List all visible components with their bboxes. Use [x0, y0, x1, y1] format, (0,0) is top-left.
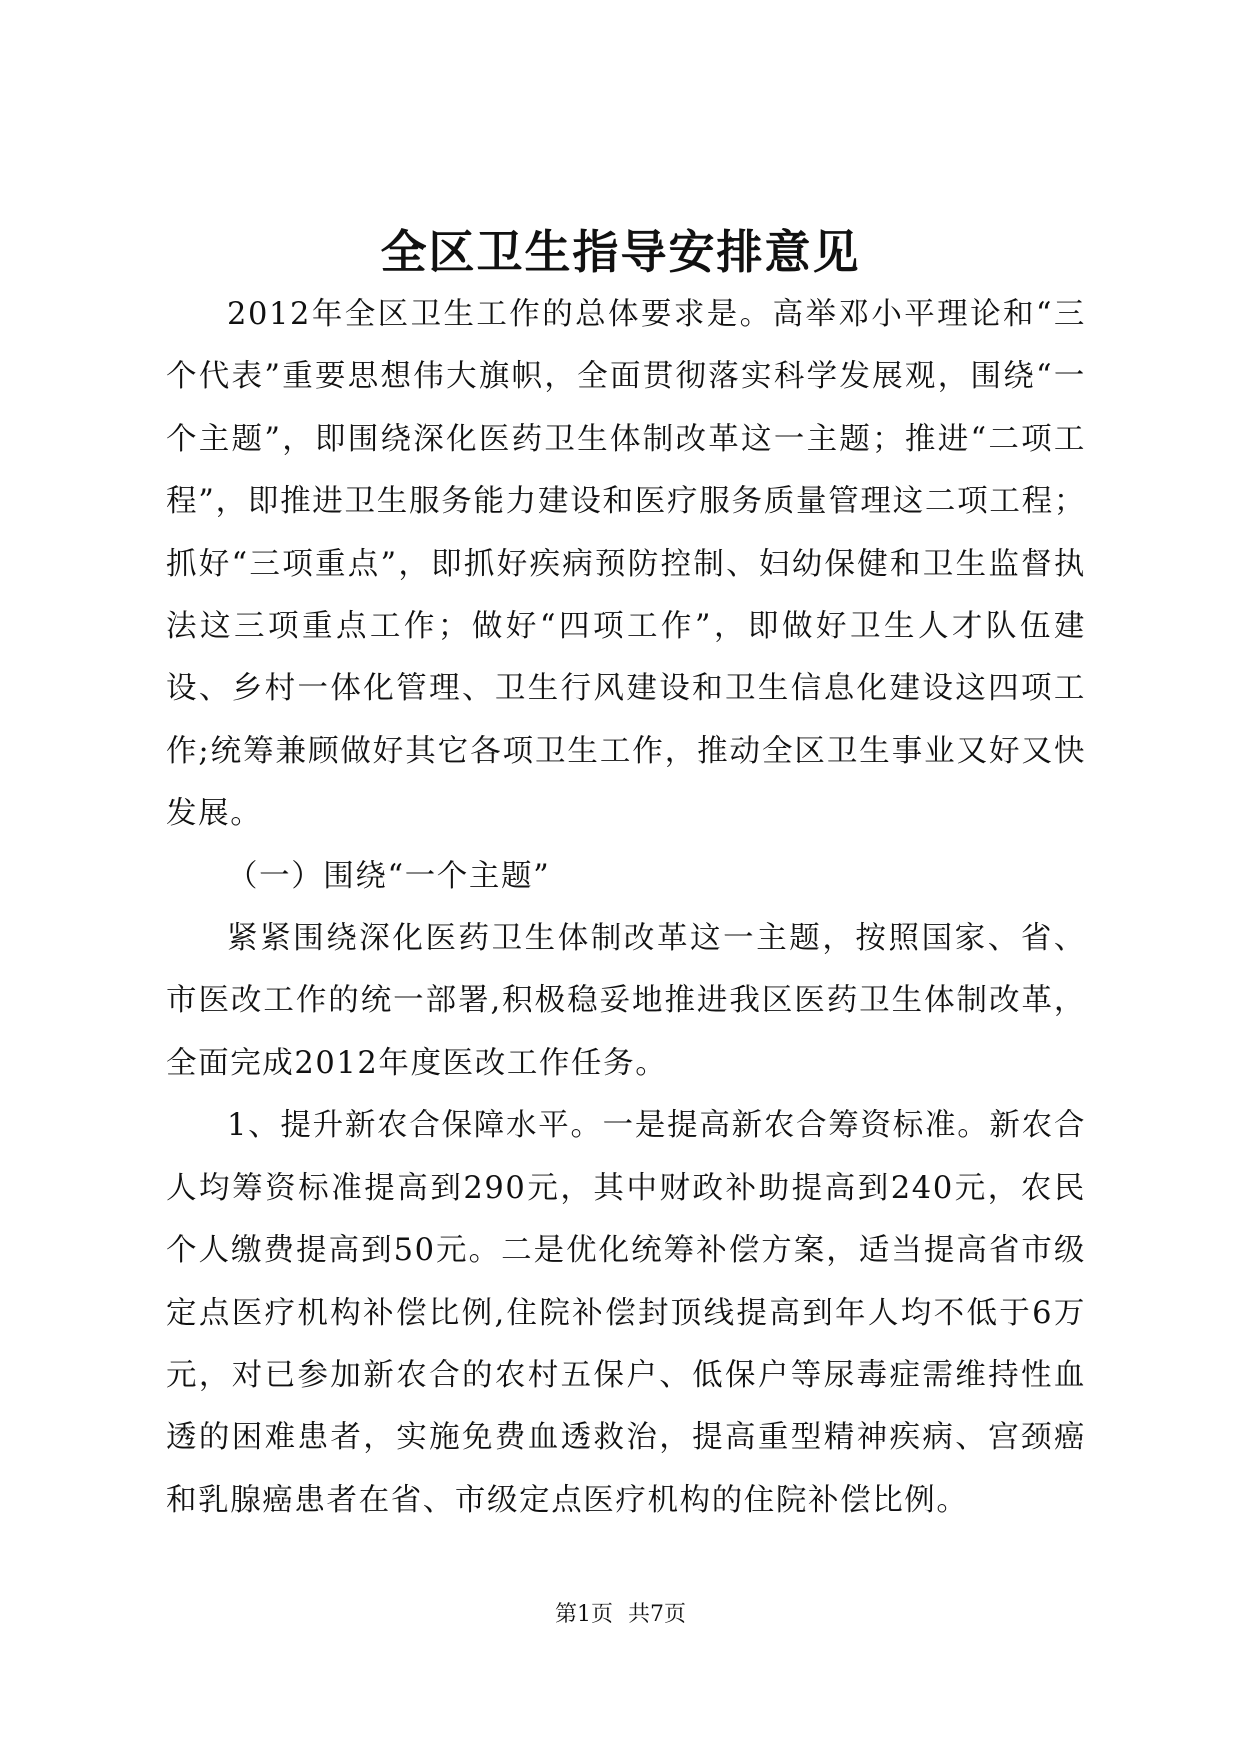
paragraph-intro: 2012年全区卫生工作的总体要求是。高举邓小平理论和“三个代表”重要思想伟大旗帜，全面贯彻落实科学发展观，围绕“一个主题”，即围绕深化医药卫生体制改革这一主题；推进“二项工程”，即推进卫生服务能力建设和医疗服务质量管理这二项工程；抓好“三项重点”，即抓好疾病预防控制、妇幼保健和卫生监督执法这三项重点工作；做好“四项工作”，即做好卫生人才队伍建设、乡村一体化管理、卫生行风建设和卫生信息化建设这四项工作;统筹兼顾做好其它各项卫生工作，推动全区卫生事业又好又快发展。 — [166, 297, 1086, 832]
section-heading: （一）围绕“一个主题” — [227, 858, 551, 894]
document-body — [166, 284, 1086, 1532]
page-number: 第1页 — [555, 1602, 613, 1627]
paragraph-item-1: 1、提升新农合保障水平。一是提高新农合筹资标准。新农合人均筹资标准提高到290元，其中财政补助提高到240元，农民个人缴费提高到50元。二是优化统筹补偿方案，适当提高省市级定点医疗机构补偿比例,住院补偿封顶线提高到年人均不低于6万元，对已参加新农合的农村五保户、低保户等尿毒症需维持性血透的困难患者，实施免费血透救治，提高重型精神疾病、宫颈癌和乳腺癌患者在省、市级定点医疗机构的住院补偿比例。 — [166, 1108, 1086, 1518]
document-title: 全区卫生指导安排意见 — [380, 225, 861, 279]
total-pages: 共7页 — [628, 1602, 686, 1627]
page-footer — [0, 1600, 1241, 1630]
paragraph-section-intro: 紧紧围绕深化医药卫生体制改革这一主题，按照国家、省、市医改工作的统一部署,积极稳妥地推进我区医药卫生体制改革，全面完成2012年度医改工作任务。 — [166, 921, 1086, 1081]
